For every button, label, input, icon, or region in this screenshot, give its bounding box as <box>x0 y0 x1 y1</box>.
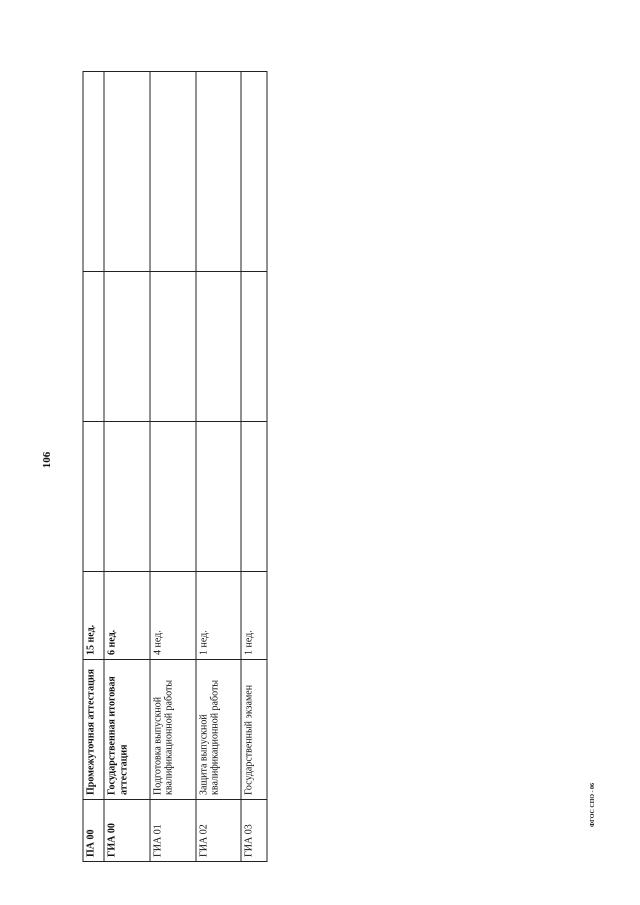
empty-cell <box>241 72 267 272</box>
empty-cell <box>196 72 242 272</box>
table-row <box>150 72 196 862</box>
row-name: Государственный экзамен <box>241 660 267 800</box>
row-code: ГИА 03 <box>241 800 267 862</box>
empty-cell <box>104 72 150 272</box>
empty-cell <box>150 72 196 272</box>
empty-cell <box>150 272 196 422</box>
table-row <box>104 72 150 862</box>
row-name: Защита выпускной квалификационной работы <box>196 660 242 800</box>
row-duration: 1 нед. <box>241 572 267 660</box>
row-code: ГИА 00 <box>104 800 150 862</box>
empty-cell <box>104 422 150 572</box>
row-code: ГИА 02 <box>196 800 242 862</box>
row-name: Государственная итоговая аттестация <box>104 660 150 800</box>
row-code: ГИА 01 <box>150 800 196 862</box>
curriculum-table <box>83 71 268 862</box>
row-duration: 1 нед. <box>196 572 242 660</box>
empty-cell <box>83 422 104 572</box>
empty-cell <box>196 272 242 422</box>
empty-cell <box>196 422 242 572</box>
row-code: ПА 00 <box>83 800 104 862</box>
footer-standard-code: ФГОС СПО - 06 <box>590 782 596 828</box>
empty-cell <box>83 72 104 272</box>
empty-cell <box>241 272 267 422</box>
curriculum-table-wrapper <box>83 72 268 862</box>
row-duration: 6 нед. <box>104 572 150 660</box>
empty-cell <box>241 422 267 572</box>
empty-cell <box>83 272 104 422</box>
empty-cell <box>150 422 196 572</box>
row-name: Промежуточная аттестация <box>83 660 104 800</box>
table-row <box>241 72 267 862</box>
empty-cell <box>104 272 150 422</box>
table-row <box>83 72 104 862</box>
page-number: 106 <box>41 451 53 469</box>
table-row <box>196 72 242 862</box>
row-name: Подготовка выпускной квалификационной работы <box>150 660 196 800</box>
row-duration: 15 нед. <box>83 572 104 660</box>
row-duration: 4 нед. <box>150 572 196 660</box>
